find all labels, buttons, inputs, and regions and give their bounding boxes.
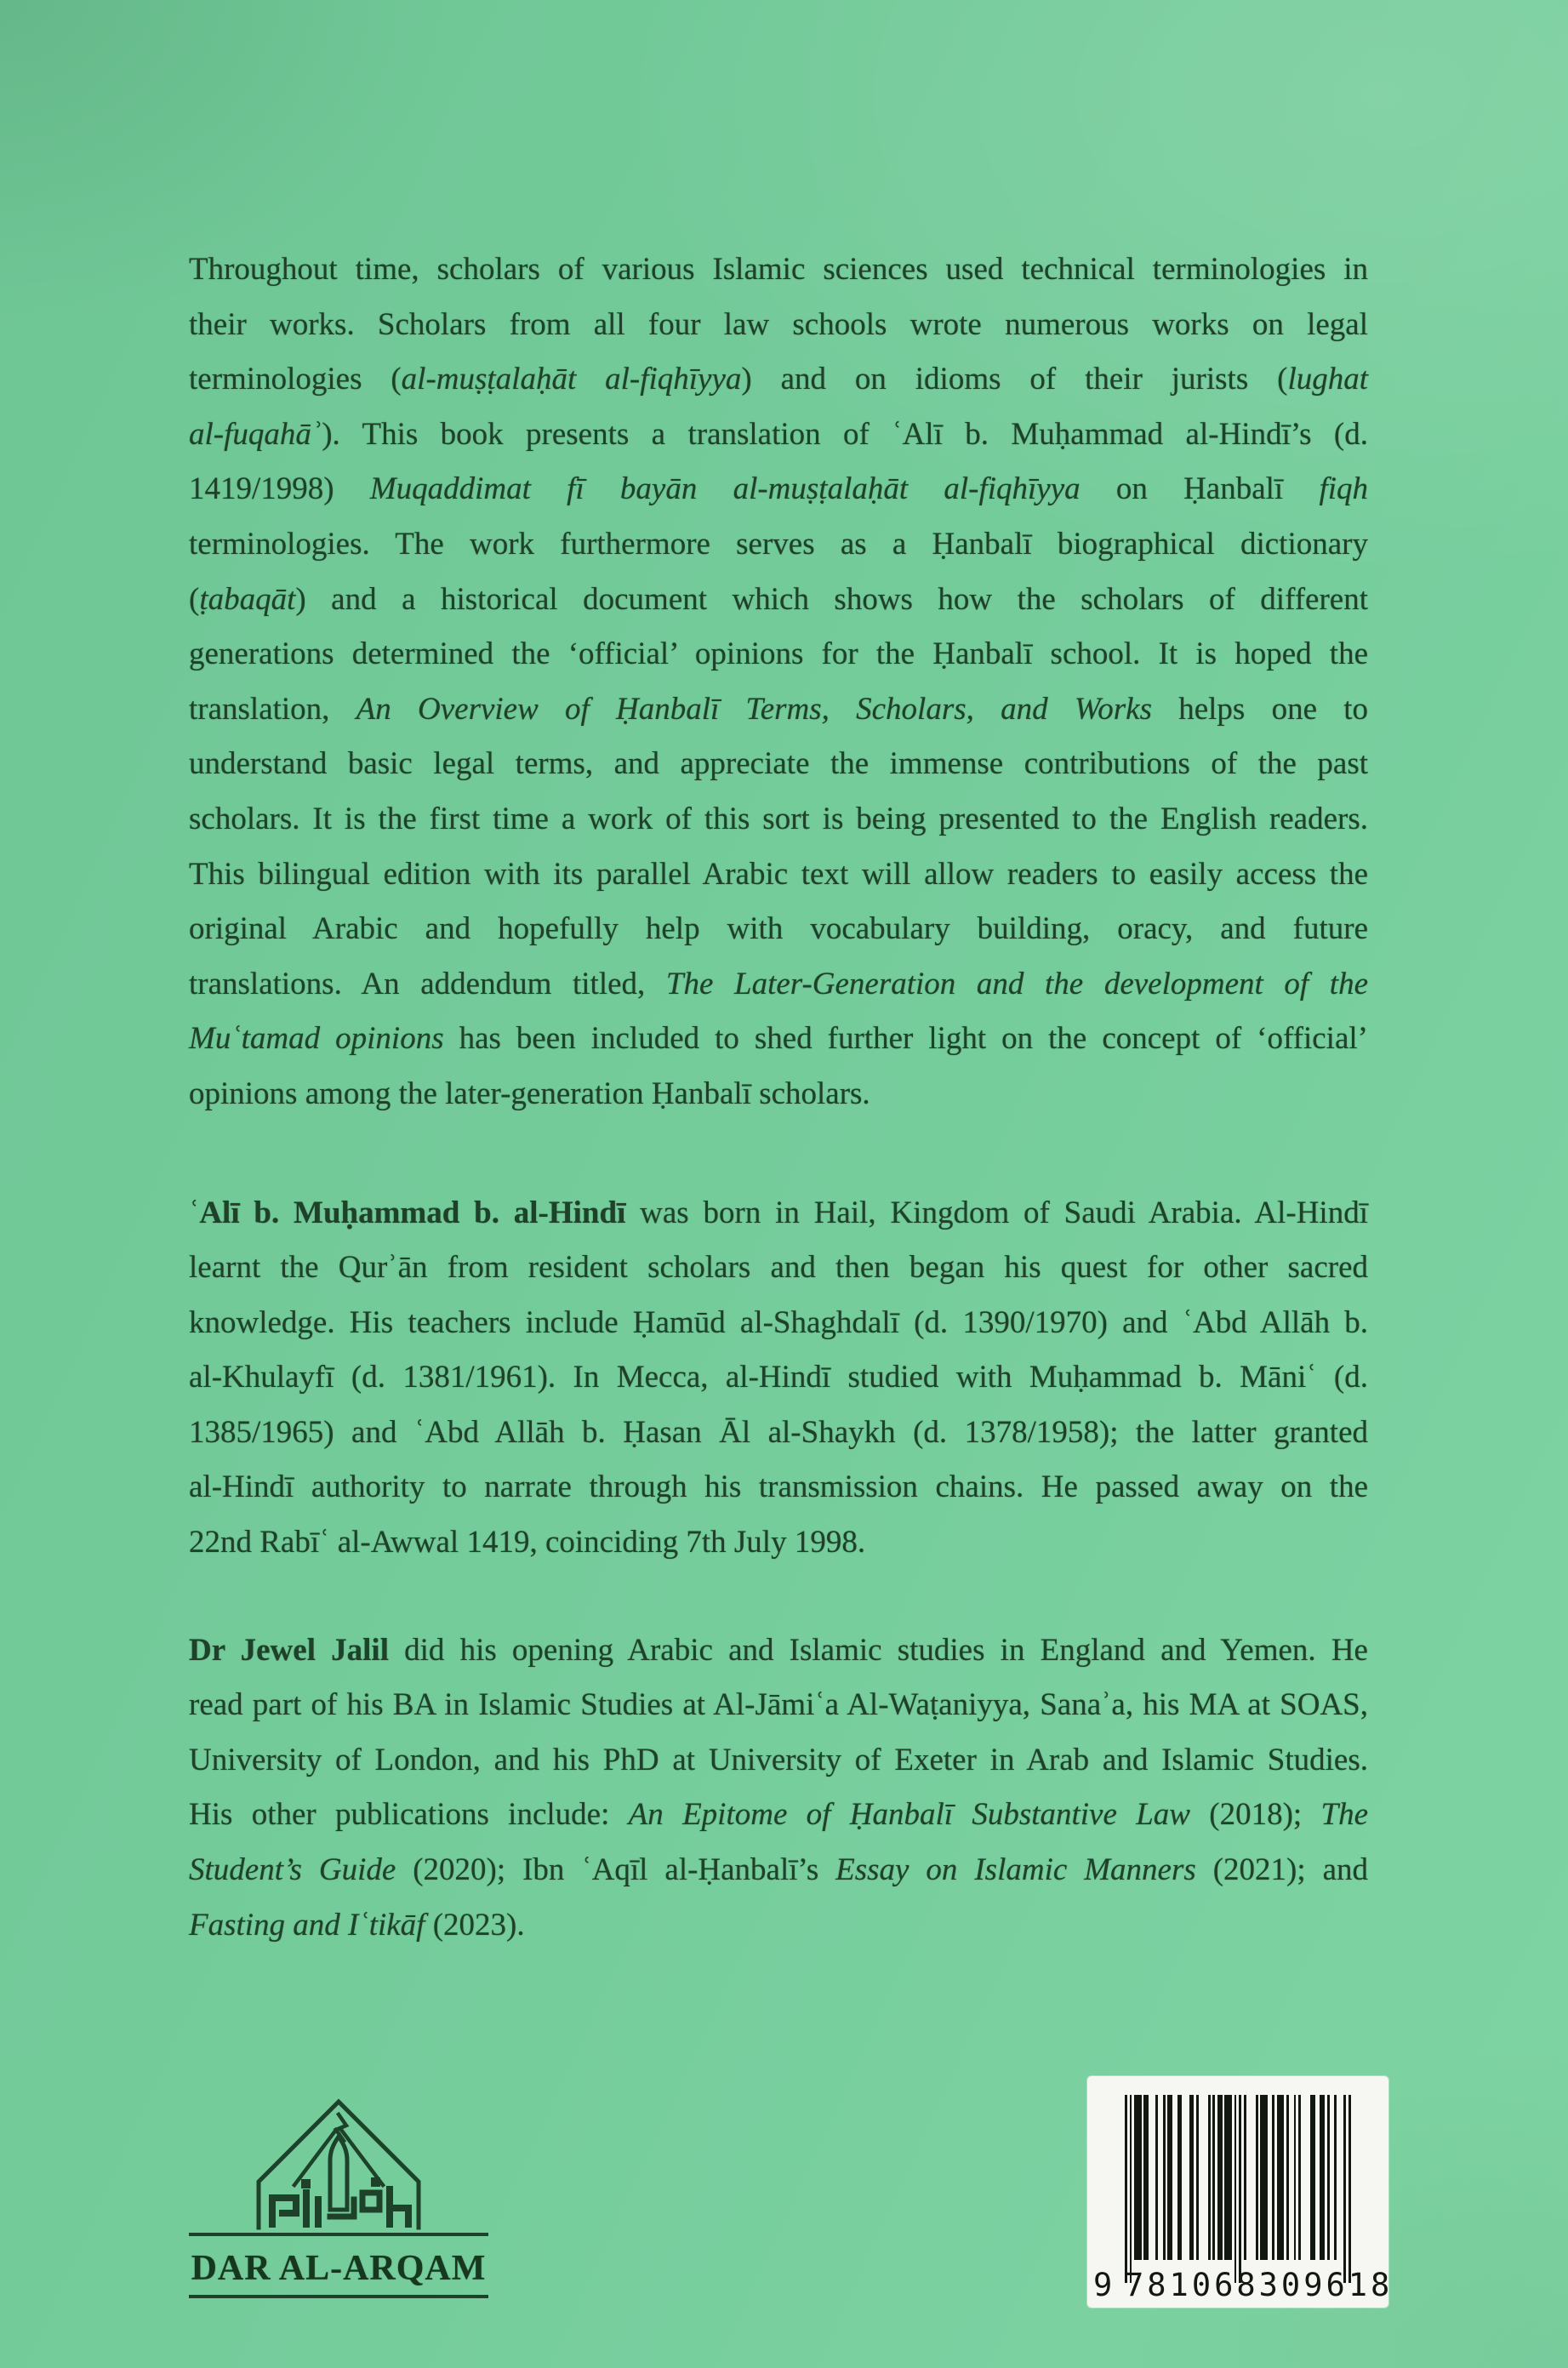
logo-baseline-rule (189, 2233, 488, 2236)
publisher-logo-row (189, 2095, 488, 2236)
text-line: This bilingual edition with its parallel Arabic text will allow readers to easily access the (189, 856, 1368, 892)
text-line: Muʿtamad opinions has been included to shed further light on the concept of ‘official’ (189, 1021, 1368, 1057)
text-line: Fasting and Iʿtikāf (2023). (189, 1907, 525, 1943)
dar-al-arqam-kufic-house-icon (254, 2097, 424, 2234)
back-cover-text-block (189, 243, 1368, 1953)
text-line: original Arabic and hopefully help with vocabulary building, oracy, and future (189, 911, 1368, 947)
isbn-barcode (1087, 2076, 1394, 2308)
text-line: 1385/1965) and ʿAbd Allāh b. Ḥasan Āl al-Shaykh (d. 1378/1958); the latter granted (189, 1414, 1368, 1450)
text-line: (ṭabaqāt) and a historical document which shows how the scholars of different (189, 581, 1368, 617)
text-line: University of London, and his PhD at University of Exeter in Arab and Islamic Studies. (189, 1742, 1368, 1777)
translator-bio-paragraph (189, 1623, 1368, 1954)
book-description-paragraph (189, 243, 1368, 1122)
text-line: terminologies. The work furthermore serves as a Ḥanbalī biographical dictionary (189, 526, 1368, 562)
text-line: knowledge. His teachers include Ḥamūd al-Shaghdalī (d. 1390/1970) and ʿAbd Allāh b. (189, 1304, 1368, 1340)
isbn-group-left: 781068 (1125, 2267, 1259, 2303)
publisher-name: DAR AL-ARQAM (191, 2249, 487, 2288)
text-line: opinions among the later-generation Ḥanbalī scholars. (189, 1076, 870, 1111)
text-line: Dr Jewel Jalil did his opening Arabic and Islamic studies in England and Yemen. He (189, 1632, 1368, 1668)
publisher-block (189, 2095, 488, 2298)
text-line: translations. An addendum titled, The Later-Generation and the development of the (189, 966, 1369, 1001)
text-line: their works. Scholars from all four law schools wrote numerous works on legal (189, 306, 1368, 342)
text-line: generations determined the ‘official’ opinions for the Ḥanbalī school. It is hoped the (189, 636, 1368, 672)
text-line: al-Hindī authority to narrate through his transmission chains. He passed away on the (189, 1469, 1368, 1505)
author-bio-paragraph (189, 1186, 1368, 1571)
isbn-group-right: 309618 (1258, 2267, 1394, 2303)
text-line: al-fuqahāʾ). This book presents a translation of ʿAlī b. Muḥammad al-Hindī’s (d. (189, 416, 1368, 452)
text-line: read part of his BA in Islamic Studies at Al-Jāmiʿa Al-Waṭaniyya, Sanaʾa, his MA at SOAS, (189, 1687, 1368, 1723)
barcode-number (1093, 2265, 1394, 2303)
text-line: 22nd Rabīʿ al-Awwal 1419, coinciding 7th July 1998. (189, 1525, 866, 1561)
text-line: ʿAlī b. Muḥammad b. al-Hindī was born in Hail, Kingdom of Saudi Arabia. Al-Hindī (189, 1195, 1368, 1230)
text-line: His other publications include: An Epitome of Ḥanbalī Substantive Law (2018); The (189, 1797, 1368, 1833)
text-line: translation, An Overview of Ḥanbalī Terms, Scholars, and Works helps one to (189, 691, 1368, 727)
text-line: understand basic legal terms, and appreciate the immense contributions of the past (189, 746, 1368, 782)
text-line: 1419/1998) Muqaddimat fī bayān al-muṣṭalaḥāt al-fiqhīyya on Ḥanbalī fiqh (189, 471, 1368, 507)
publisher-underline-rule (189, 2295, 488, 2298)
text-line: Throughout time, scholars of various Islamic sciences used technical terminologies in (189, 252, 1368, 287)
text-line: al-Khulayfī (d. 1381/1961). In Mecca, al-Hindī studied with Muḥammad b. Māniʿ (d. (189, 1360, 1368, 1395)
text-line: terminologies (al-muṣṭalaḥāt al-fiqhīyya) and on idioms of their jurists (lughat (189, 362, 1368, 397)
barcode-bars (1125, 2095, 1350, 2283)
text-line: scholars. It is the first time a work of this sort is being presented to the English readers. (189, 801, 1368, 836)
text-line: learnt the Qurʾān from resident scholars and then began his quest for other sacred (189, 1250, 1368, 1286)
isbn-digit-lead: 9 (1093, 2267, 1113, 2303)
text-line: Student’s Guide (2020); Ibn ʿAqīl al-Ḥanbalī’s Essay on Islamic Manners (2021); and (189, 1852, 1368, 1888)
